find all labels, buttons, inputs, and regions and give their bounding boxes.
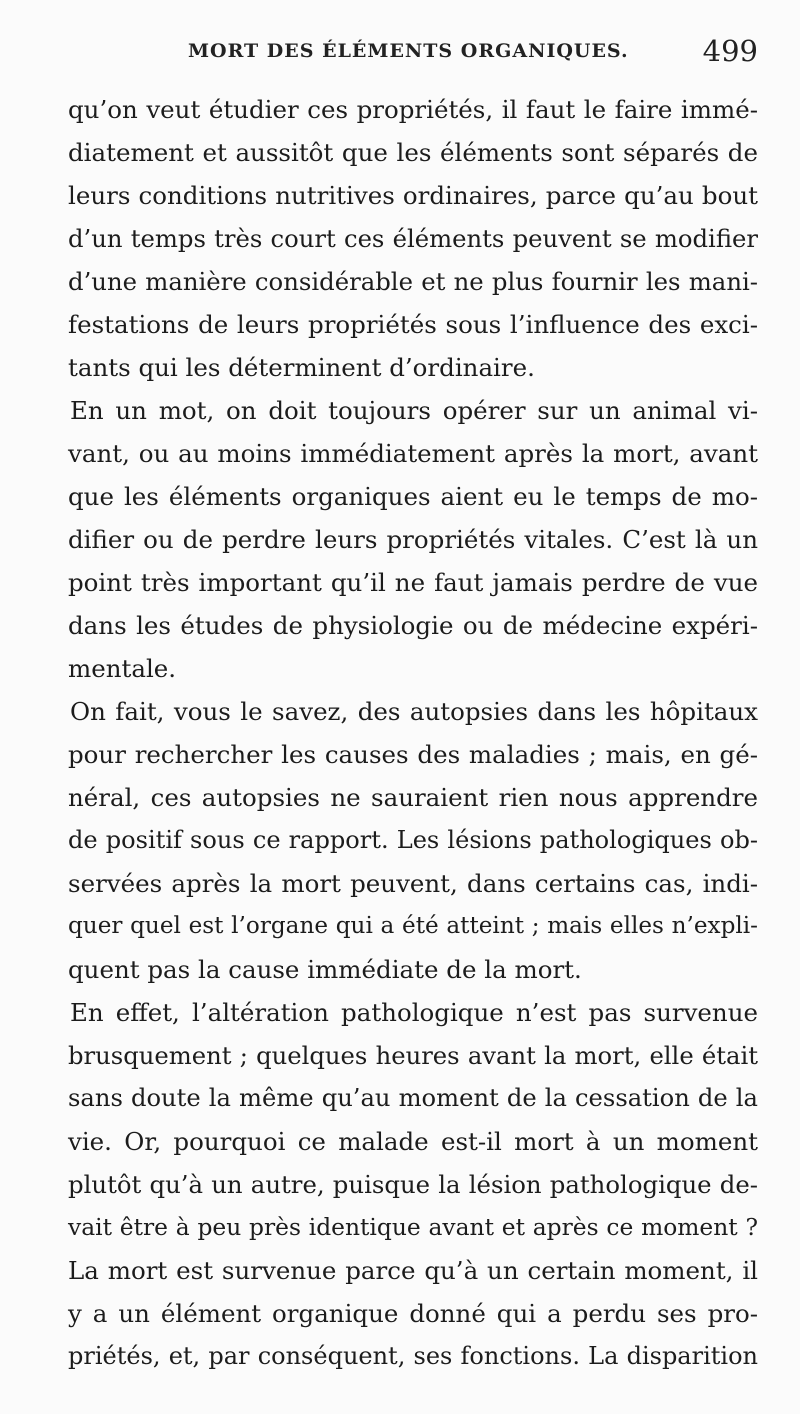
page-header: [68, 34, 758, 74]
text-line: diatement et aussitôt que les éléments sont séparés de: [68, 138, 758, 167]
text-line: mentale.: [68, 654, 177, 683]
text-line: vie. Or, pourquoi ce malade est-il mort à un moment: [68, 1127, 758, 1156]
text-line: servées après la mort peuvent, dans certains cas, indi-: [68, 869, 758, 898]
body-text: [68, 88, 758, 1378]
text-line: brusquement ; quelques heures avant la mort, elle était: [68, 1041, 758, 1070]
text-line: vait être à peu près identique avant et après ce moment ?: [68, 1213, 758, 1241]
text-line: vant, ou au moins immédiatement après la mort, avant: [68, 439, 758, 468]
text-line: On fait, vous le savez, des autopsies dans les hôpitaux: [70, 697, 758, 726]
text-line: sans doute la même qu’au moment de la cessation de la: [68, 1084, 758, 1112]
text-line: En effet, l’altération pathologique n’est pas survenue: [70, 998, 758, 1027]
text-line: leurs conditions nutritives ordinaires, parce qu’au bout: [68, 181, 758, 210]
text-line: difier ou de perdre leurs propriétés vitales. C’est là un: [68, 525, 758, 554]
text-line: priétés, et, par conséquent, ses fonctions. La disparition: [68, 1342, 758, 1370]
text-line: tants qui les déterminent d’ordinaire.: [68, 353, 535, 382]
page-number: 499: [702, 34, 758, 68]
paragraph: [68, 991, 758, 1378]
text-line: quer quel est l’organe qui a été atteint ; mais elles n’expli-: [68, 913, 758, 939]
text-line: plutôt qu’à un autre, puisque la lésion pathologique de-: [68, 1170, 758, 1199]
text-line: La mort est survenue parce qu’à un certain moment, il: [68, 1256, 758, 1285]
paragraph: [68, 690, 758, 991]
text-line: de positif sous ce rapport. Les lésions pathologiques ob-: [68, 826, 758, 854]
paragraph: [68, 88, 758, 389]
text-line: quent pas la cause immédiate de la mort.: [68, 955, 582, 984]
text-line: que les éléments organiques aient eu le temps de mo-: [68, 482, 758, 511]
running-title: MORT DES ÉLÉMENTS ORGANIQUES.: [188, 40, 629, 62]
text-line: néral, ces autopsies ne sauraient rien nous apprendre: [68, 783, 758, 812]
text-line: pour rechercher les causes des maladies ; mais, en gé-: [68, 740, 758, 769]
text-line: qu’on veut étudier ces propriétés, il faut le faire immé-: [68, 95, 758, 124]
text-line: point très important qu’il ne faut jamais perdre de vue: [68, 568, 758, 597]
paragraph: [68, 389, 758, 690]
text-line: dans les études de physiologie ou de médecine expéri-: [68, 611, 758, 640]
text-line: En un mot, on doit toujours opérer sur un animal vi-: [70, 396, 758, 425]
text-line: festations de leurs propriétés sous l’influence des exci-: [68, 310, 758, 339]
text-line: d’une manière considérable et ne plus fournir les mani-: [68, 267, 758, 296]
text-line: d’un temps très court ces éléments peuvent se modifier: [68, 224, 758, 253]
text-line: y a un élément organique donné qui a perdu ses pro-: [68, 1299, 758, 1328]
